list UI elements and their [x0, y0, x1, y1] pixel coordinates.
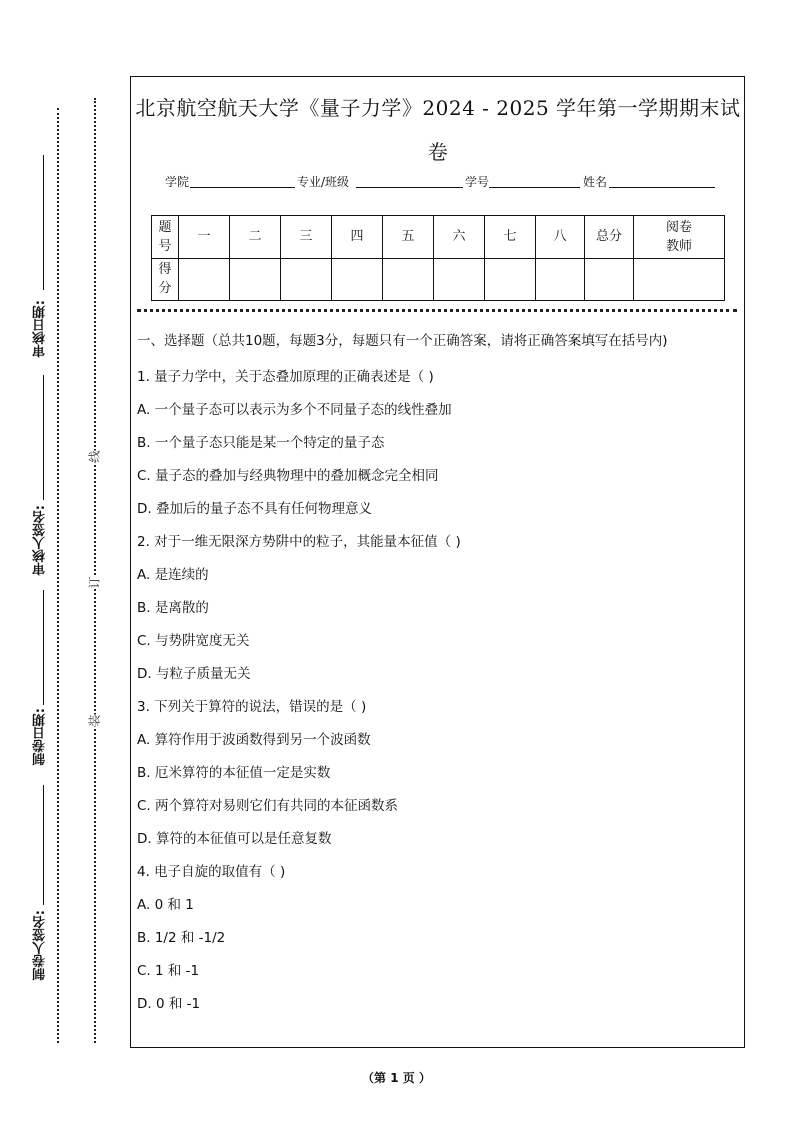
score-cell-total[interactable]	[585, 258, 634, 301]
col-header: 二	[230, 216, 281, 259]
score-cell[interactable]	[485, 258, 536, 301]
binding-dotted-line	[94, 98, 96, 1043]
reviewer-sign-label: 审核人签名:	[33, 505, 48, 576]
college-label: 学院	[165, 175, 190, 189]
score-cell[interactable]	[536, 258, 585, 301]
score-cell[interactable]	[332, 258, 383, 301]
review-date-label: 审核日期:	[33, 300, 48, 358]
option: B. 一个量子态只能是某一个特定的量子态	[137, 435, 385, 451]
option: B. 厄米算符的本征值一定是实数	[137, 765, 331, 781]
option: A. 一个量子态可以表示为多个不同量子态的线性叠加	[137, 402, 452, 418]
question-stem: 1. 量子力学中，关于态叠加原理的正确表述是（ )	[137, 369, 434, 385]
maker-sign-underline	[43, 785, 44, 905]
student-id-label: 学号	[465, 175, 490, 189]
name-label: 姓名	[583, 175, 608, 189]
option: B. 是离散的	[137, 600, 209, 616]
col-header: 七	[485, 216, 536, 259]
col-header: 六	[434, 216, 485, 259]
option: D. 0 和 -1	[137, 996, 201, 1012]
exam-content	[137, 330, 737, 1021]
question-number-label	[152, 216, 179, 259]
teacher-sign-cell[interactable]	[634, 258, 725, 301]
make-date-underline	[43, 590, 44, 705]
score-label-line1: 得	[158, 262, 172, 278]
option: D. 叠加后的量子态不具有任何物理意义	[137, 501, 372, 517]
seal-char: 装	[87, 714, 102, 727]
question-label-line2: 号	[158, 238, 172, 254]
review-date-underline	[43, 155, 44, 290]
score-table	[151, 215, 725, 301]
score-label	[152, 258, 179, 301]
major-class-field[interactable]	[356, 187, 463, 188]
score-cell[interactable]	[434, 258, 485, 301]
score-cell[interactable]	[179, 258, 230, 301]
exam-title: 北京航空航天大学《量子力学》2024 - 2025 学年第一学期期末试卷	[135, 96, 741, 164]
option: C. 与势阱宽度无关	[137, 633, 250, 649]
option: C. 两个算符对易则它们有共同的本征函数系	[137, 798, 399, 814]
col-header-total: 总分	[585, 216, 634, 259]
page-number: （第 1 页 ）	[362, 1071, 431, 1085]
college-field[interactable]	[190, 187, 295, 188]
bind-char: 订	[87, 576, 102, 589]
reviewer-sign-underline	[43, 375, 44, 500]
teacher-label-line2: 教师	[665, 238, 692, 254]
option: A. 是连续的	[137, 567, 209, 583]
col-header: 三	[281, 216, 332, 259]
col-header: 一	[179, 216, 230, 259]
question-stem: 2. 对于一维无限深方势阱中的粒子，其能量本征值（ )	[137, 534, 461, 550]
col-header: 八	[536, 216, 585, 259]
teacher-label-line1: 阅卷	[665, 219, 692, 235]
major-class-label: 专业/班级	[297, 175, 350, 189]
score-cell[interactable]	[383, 258, 434, 301]
section-heading: 一、选择题（总共10题，每题3分，每题只有一个正确答案，请将正确答案填写在括号内)	[137, 333, 668, 349]
question-label-line1: 题	[158, 219, 172, 235]
col-header: 五	[383, 216, 434, 259]
name-field[interactable]	[609, 187, 715, 188]
score-table-score-row	[152, 258, 725, 301]
option: C. 量子态的叠加与经典物理中的叠加概念完全相同	[137, 468, 439, 484]
option: C. 1 和 -1	[137, 963, 200, 979]
score-cell[interactable]	[230, 258, 281, 301]
student-id-field[interactable]	[489, 187, 580, 188]
score-cell[interactable]	[281, 258, 332, 301]
option: D. 算符的本征值可以是任意复数	[137, 831, 332, 847]
make-date-label: 制卷日期:	[33, 708, 48, 766]
option: A. 算符作用于波函数得到另一个波函数	[137, 732, 371, 748]
score-label-line2: 分	[158, 281, 172, 297]
option: A. 0 和 1	[137, 897, 194, 913]
question-stem: 4. 电子自旋的取值有（ )	[137, 864, 286, 880]
question-stem: 3. 下列关于算符的说法，错误的是（ )	[137, 699, 367, 715]
col-header: 四	[332, 216, 383, 259]
left-dotted-line	[57, 108, 59, 1043]
header-separator	[137, 309, 737, 312]
teacher-label	[634, 216, 725, 259]
student-info-row	[165, 173, 725, 191]
option: B. 1/2 和 -1/2	[137, 930, 226, 946]
option: D. 与粒子质量无关	[137, 666, 251, 682]
line-char: 线	[87, 450, 102, 463]
maker-sign-label: 制卷人签名:	[33, 910, 48, 981]
score-table-header-row	[152, 216, 725, 259]
